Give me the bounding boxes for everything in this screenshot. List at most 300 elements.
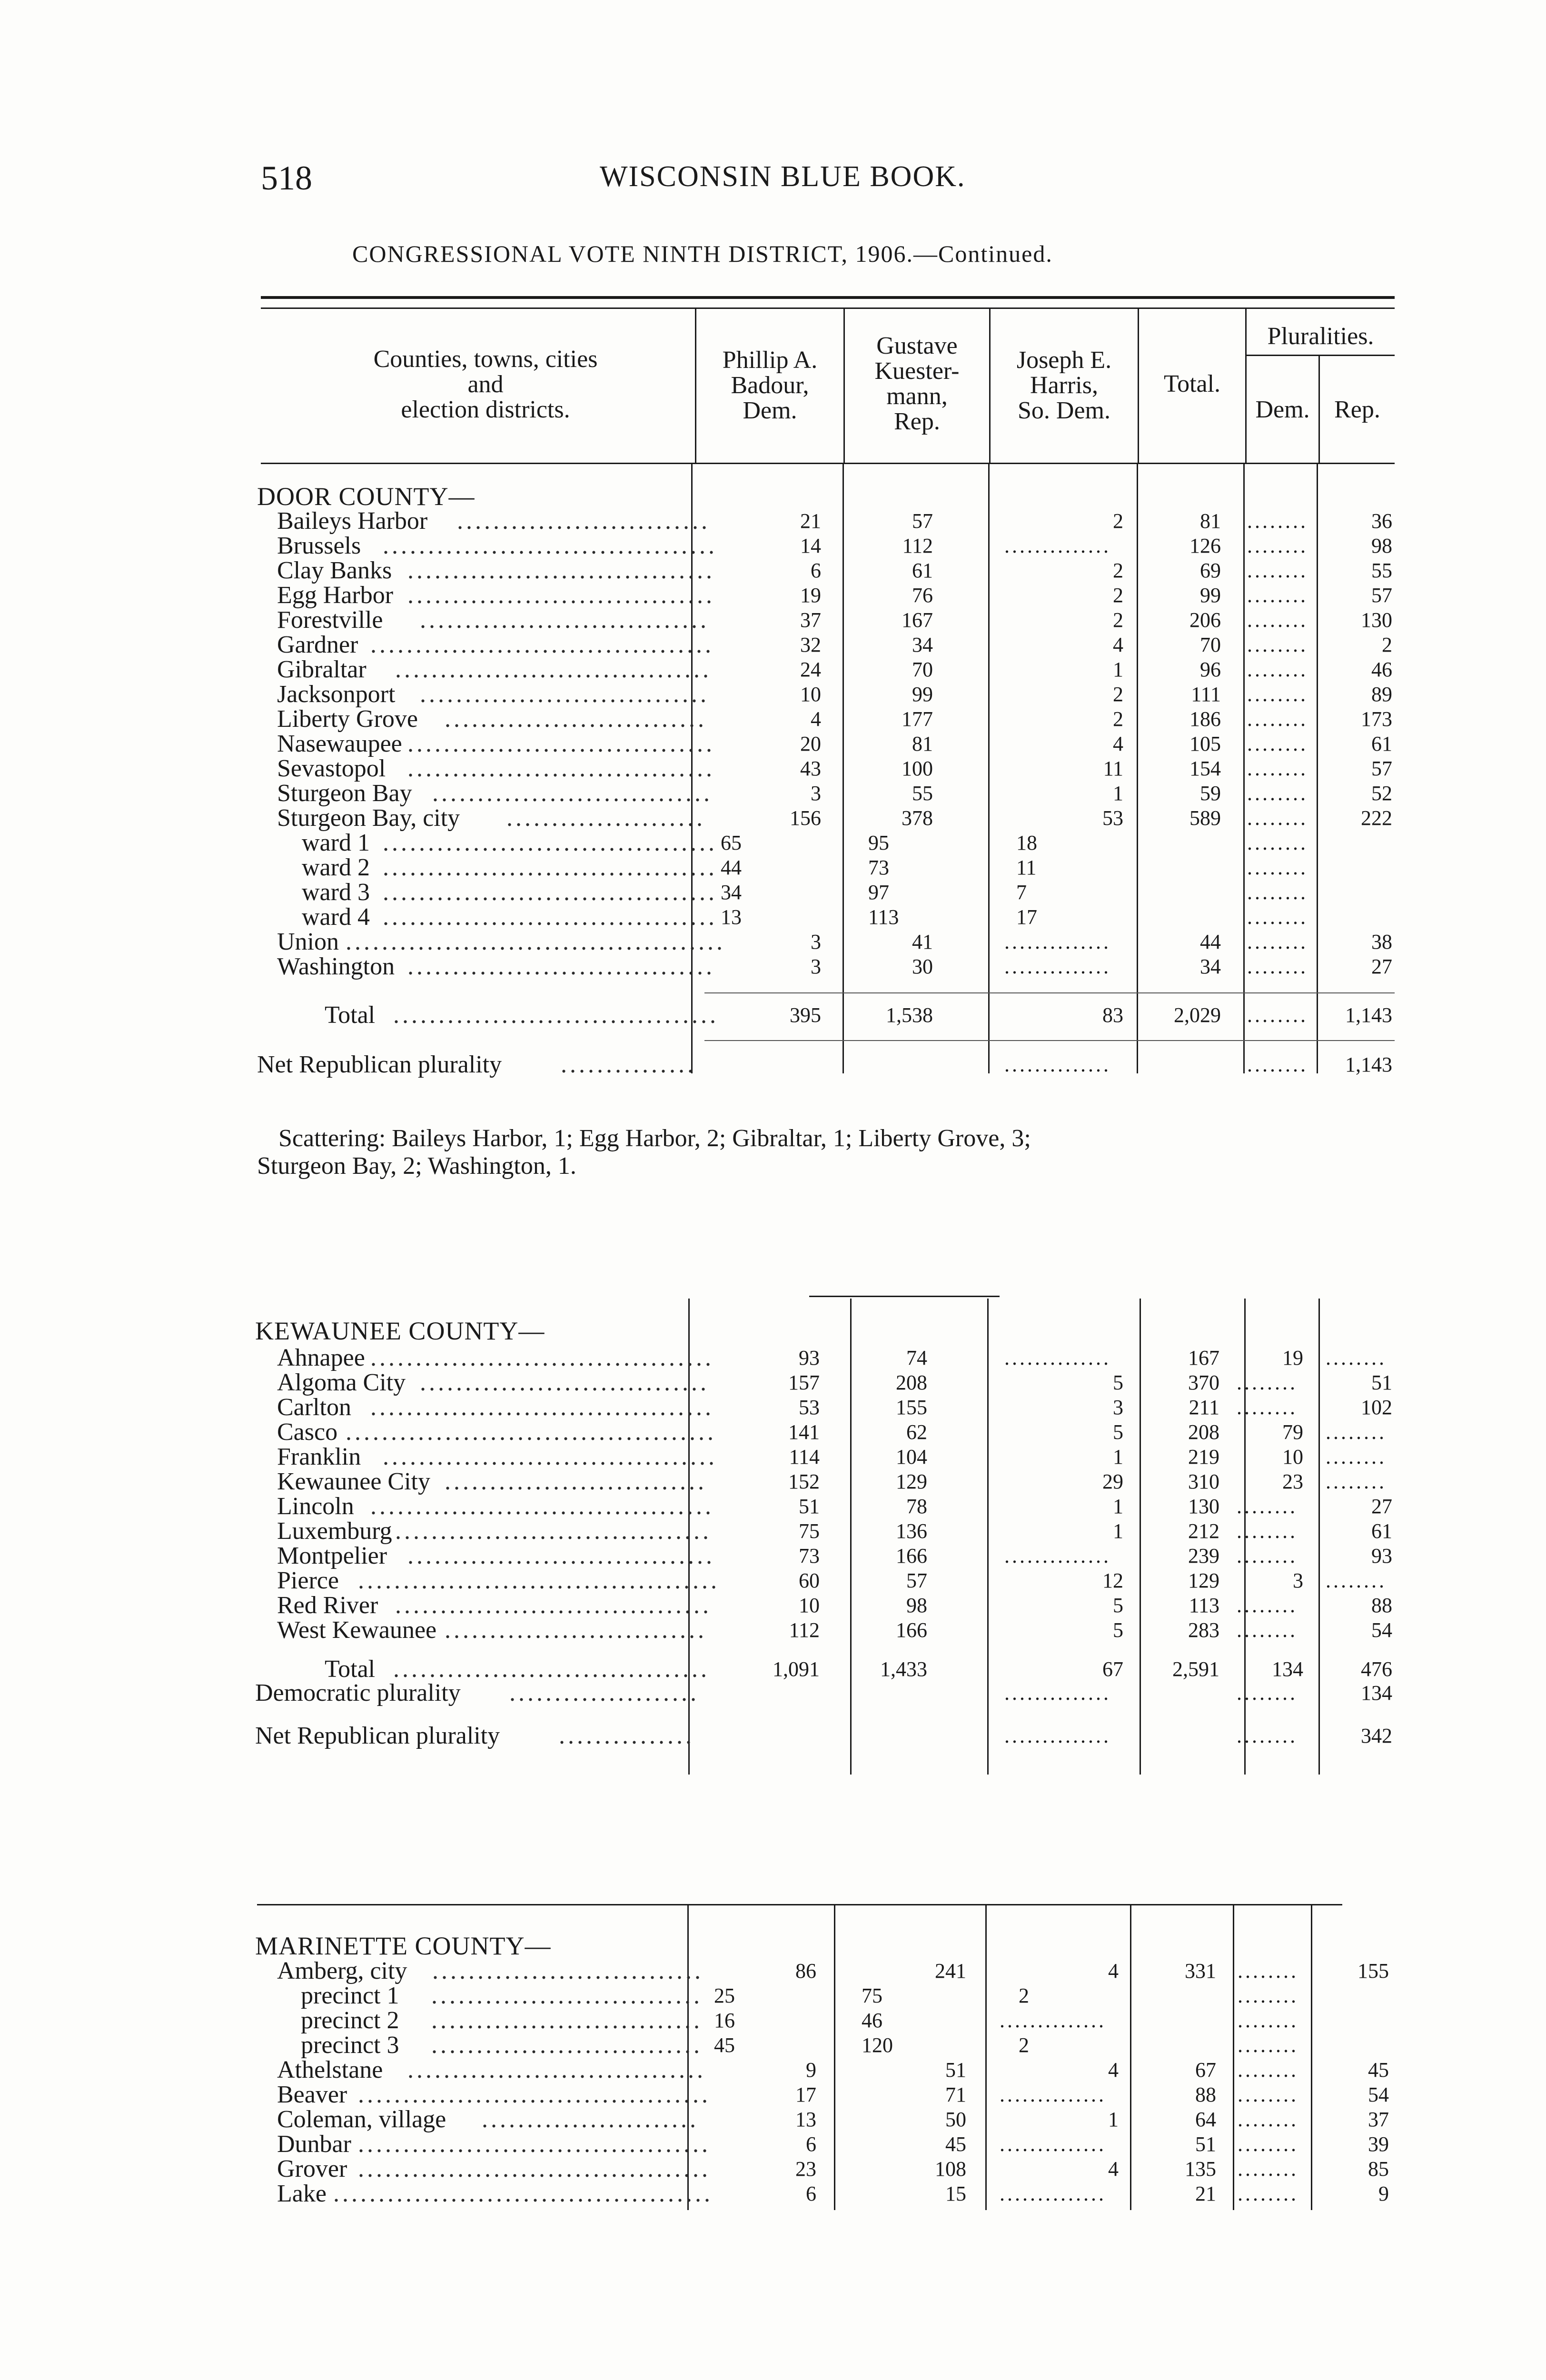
empty-cell-dots: .............. [1004,955,1111,978]
cell-t: 70 [1200,633,1221,656]
leader-dots: .......................................... [346,928,725,955]
cell-d: 51 [799,1495,820,1518]
cell-s: 67 [1102,1657,1123,1681]
cell-s: 2 [1113,608,1123,632]
row-label: Amberg, city [277,1957,407,1984]
leader-dots: ...................................... [370,1344,714,1371]
cell-s: 4 [1108,2058,1119,2082]
cell-t: 211 [1189,1396,1219,1419]
leader-dots: ............................. [445,705,707,733]
cell-s: 18 [1016,831,1037,854]
cell-s: 5 [1113,1618,1123,1642]
cell-s: 2 [1019,2033,1029,2057]
table-row [257,1724,1395,1748]
empty-cell-dots: ........ [1238,2157,1298,2181]
cell-r: 70 [912,658,933,681]
cell-r: 34 [912,633,933,656]
section-rule [257,1904,1342,1905]
cell-t: 208 [1188,1420,1219,1444]
cell-t: 88 [1195,2083,1216,2106]
empty-cell-dots: .............. [1000,2182,1106,2205]
cell-r: 98 [906,1594,927,1617]
row-label: Gibraltar [277,656,367,683]
cell-s: 4 [1113,633,1123,656]
cell-t: 370 [1188,1371,1219,1394]
cell-s: 4 [1113,732,1123,755]
empty-cell-dots: .............. [1000,2083,1106,2106]
cell-d: 34 [721,881,742,904]
cell-t: 283 [1188,1618,1219,1642]
cell-rp: 55 [1371,559,1392,582]
leader-dots: ................................... [395,1517,712,1545]
cell-d: 14 [800,534,821,557]
table-row [257,1594,1395,1617]
cell-r: 177 [902,707,933,731]
cell-r: 81 [912,732,933,755]
table-row [257,2058,1395,2082]
row-label: Liberty Grove [277,705,418,733]
table-row [257,2108,1395,2132]
table-row [257,2157,1395,2181]
cell-s: 83 [1102,1003,1123,1027]
header-place: Counties, towns, cities and election districts. [373,346,598,424]
empty-cell-dots: ........ [1247,707,1308,731]
empty-cell-dots: .............. [1004,930,1111,953]
table-row [257,1959,1395,1983]
empty-cell-dots: ........ [1237,1618,1298,1642]
empty-cell-dots: ........ [1237,1519,1298,1543]
leader-dots: ................................... [395,1592,712,1619]
cell-d: 156 [790,806,821,830]
row-label: Montpelier [277,1542,387,1569]
cell-d: 3 [811,782,821,805]
empty-cell-dots: .............. [1004,534,1111,557]
empty-cell-dots: ........ [1237,1544,1298,1567]
empty-cell-dots: ........ [1247,930,1308,953]
cell-s: 1 [1113,658,1123,681]
leader-dots: ..................... [509,1679,699,1706]
cell-t: 111 [1191,683,1221,706]
row-label: Gardner [277,631,358,658]
cell-r: 45 [945,2132,966,2156]
cell-s: 11 [1103,757,1123,780]
leader-dots: ................................... [395,656,712,683]
cell-t: 130 [1188,1495,1219,1518]
cell-dp: 3 [1293,1569,1303,1592]
scattering-note: Scattering: Baileys Harbor, 1; Egg Harbor, 2; Gibraltar, 1; Liberty Grove, 3; [278,1125,1031,1152]
empty-cell-dots: ........ [1326,1470,1387,1493]
cell-s: 11 [1016,856,1037,879]
cell-rp: 2 [1382,633,1392,656]
table-row [257,608,1395,632]
leader-dots: ...................................... [370,1493,714,1520]
empty-cell-dots: ........ [1247,806,1308,830]
cell-t: 59 [1200,782,1221,805]
cell-t: 239 [1188,1544,1219,1567]
row-label: Forestville [277,606,383,634]
page-number: 518 [261,159,312,197]
empty-cell-dots: ........ [1237,1396,1298,1419]
empty-cell-dots: ........ [1237,1495,1298,1518]
cell-rp: 88 [1371,1594,1392,1617]
empty-cell-dots: ........ [1247,1003,1308,1027]
leader-dots: .................................. [407,755,715,782]
cell-t: 69 [1200,559,1221,582]
cell-r: 57 [912,509,933,533]
cell-s: 2 [1113,584,1123,607]
cell-r: 1,433 [880,1657,927,1681]
cell-t: 331 [1185,1959,1216,1983]
table-row [257,509,1395,533]
empty-cell-dots: ........ [1247,1053,1308,1076]
empty-cell-dots: ........ [1237,1724,1298,1747]
table-row [257,1681,1395,1705]
row-label: Democratic plurality [255,1679,461,1706]
table-row [257,1396,1395,1419]
table-row [257,584,1395,607]
row-label: Algoma City [277,1369,406,1396]
cell-r: 75 [862,1984,882,2007]
leader-dots: ...................................... [370,631,714,658]
cell-rp: 173 [1361,707,1392,731]
cell-r: 97 [868,881,889,904]
cell-r: 55 [912,782,933,805]
cell-t: 129 [1188,1569,1219,1592]
row-label: Brussels [277,532,361,559]
leader-dots: ............... [561,1051,696,1078]
table-row [257,955,1395,979]
header-rep: Rep. [1334,396,1380,423]
cell-r: 378 [902,806,933,830]
row-label: Egg Harbor [277,582,394,609]
cell-d: 86 [795,1959,816,1983]
cell-d: 4 [811,707,821,731]
cell-s: 2 [1019,1984,1029,2007]
cell-t: 81 [1200,509,1221,533]
cell-r: 112 [902,534,933,557]
row-label: Coleman, village [277,2106,446,2133]
cell-d: 32 [800,633,821,656]
cell-t: 2,029 [1174,1003,1221,1027]
cell-s: 12 [1102,1569,1123,1592]
cell-r: 15 [945,2182,966,2205]
row-label: Net Republican plurality [255,1722,500,1749]
cell-s: 3 [1113,1396,1123,1419]
row-label: precinct 1 [301,1982,399,2009]
table-row [257,1371,1395,1395]
cell-d: 65 [721,831,742,854]
table-row [257,831,1395,855]
cell-d: 19 [800,584,821,607]
cell-dp: 10 [1282,1445,1303,1468]
empty-cell-dots: ........ [1247,559,1308,582]
cell-t: 154 [1189,757,1221,780]
cell-s: 1 [1113,782,1123,805]
header-dem: Dem. [1255,396,1310,423]
cell-r: 1,538 [886,1003,933,1027]
cell-r: 41 [912,930,933,953]
cell-r: 166 [896,1544,927,1567]
table-row [257,2083,1395,2107]
table-row [257,1657,1395,1681]
empty-cell-dots: ........ [1238,2009,1298,2032]
row-label: Red River [277,1592,378,1619]
table-row [257,2033,1395,2057]
cell-r: 51 [945,2058,966,2082]
cell-t: 206 [1189,608,1221,632]
table-row [257,782,1395,805]
table-row [257,2182,1395,2206]
cell-rp: 342 [1361,1724,1392,1747]
leader-dots: .............................. [431,2007,703,2034]
cell-rp: 1,143 [1345,1053,1392,1076]
empty-cell-dots: ........ [1326,1445,1387,1468]
table-title: CONGRESSIONAL VOTE NINTH DISTRICT, 1906.—Continued. [352,240,1053,267]
cell-d: 6 [811,559,821,582]
empty-cell-dots: ........ [1247,658,1308,681]
cell-d: 93 [799,1346,820,1369]
header-top-rule [261,296,1395,299]
row-label: precinct 2 [301,2007,399,2034]
cell-rp: 45 [1368,2058,1389,2082]
scattering-note-cont: Sturgeon Bay, 2; Washington, 1. [257,1152,576,1180]
cell-d: 17 [795,2083,816,2106]
running-head: WISCONSIN BLUE BOOK. [600,160,966,193]
cell-d: 3 [811,955,821,978]
row-label: Casco [277,1418,338,1446]
cell-r: 73 [868,856,889,879]
cell-rp: 85 [1368,2157,1389,2181]
row-label: ward 1 [302,829,370,856]
cell-dp: 79 [1282,1420,1303,1444]
empty-cell-dots: .............. [1000,2132,1106,2156]
table-row [257,707,1395,731]
cell-t: 44 [1200,930,1221,953]
row-label: Luxemburg [277,1517,392,1545]
cell-d: 73 [799,1544,820,1567]
leader-dots: ..................................... [383,532,717,559]
cell-rp: 134 [1361,1681,1392,1705]
cell-rp: 102 [1361,1396,1392,1419]
table-row [257,1984,1395,2008]
table-row [257,1003,1395,1027]
leader-dots: ............................. [445,1468,707,1495]
cell-d: 53 [799,1396,820,1419]
cell-rp: 98 [1371,534,1392,557]
table-row [257,2132,1395,2156]
cell-d: 141 [788,1420,820,1444]
table-row [257,1445,1395,1469]
cell-rp: 36 [1371,509,1392,533]
header-total: Total. [1163,370,1221,397]
cell-s: 4 [1108,1959,1119,1983]
cell-d: 152 [788,1470,820,1493]
cell-t: 67 [1195,2058,1216,2082]
total-rule [704,992,1395,993]
cell-t: 99 [1200,584,1221,607]
empty-cell-dots: ........ [1326,1346,1387,1369]
table-row [257,856,1395,880]
table-row [257,633,1395,657]
empty-cell-dots: ........ [1238,2108,1298,2131]
leader-dots: .................................. [407,730,715,757]
cell-t: 21 [1195,2182,1216,2205]
row-label: Franklin [277,1443,361,1470]
cell-r: 99 [912,683,933,706]
cell-r: 129 [896,1470,927,1493]
cell-rp: 27 [1371,1495,1392,1518]
empty-cell-dots: ........ [1247,683,1308,706]
table-row [257,905,1395,929]
cell-rp: 39 [1368,2132,1389,2156]
row-label: Nasewaupee [277,730,402,757]
row-label: Total [325,1656,376,1683]
empty-cell-dots: ........ [1237,1594,1298,1617]
empty-cell-dots: ........ [1247,757,1308,780]
empty-cell-dots: ........ [1238,2182,1298,2205]
table-row [257,1470,1395,1494]
cell-t: 126 [1189,534,1221,557]
cell-d: 6 [806,2132,816,2156]
net-rule [704,1040,1395,1041]
row-label: Beaver [277,2081,347,2108]
empty-cell-dots: ........ [1238,1959,1298,1983]
cell-d: 45 [714,2033,735,2057]
cell-t: 219 [1188,1445,1219,1468]
row-label: Athelstane [277,2056,383,2083]
cell-r: 46 [862,2009,882,2032]
leader-dots: ............... [559,1722,694,1749]
cell-s: 2 [1113,559,1123,582]
cell-r: 208 [896,1371,927,1394]
cell-s: 2 [1113,683,1123,706]
cell-s: 2 [1113,509,1123,533]
leader-dots: .................................. [407,582,715,609]
cell-r: 108 [935,2157,966,2181]
cell-rp: 57 [1371,584,1392,607]
table-row [257,1053,1395,1077]
header-badour: Phillip A. Badour, Dem. [722,347,818,425]
cell-rp: 476 [1361,1657,1392,1681]
cell-r: 104 [896,1445,927,1468]
cell-s: 29 [1102,1470,1123,1493]
cell-rp: 51 [1371,1371,1392,1394]
cell-rp: 93 [1371,1544,1392,1567]
cell-d: 16 [714,2009,735,2032]
empty-cell-dots: ........ [1247,509,1308,533]
table-row [257,1569,1395,1593]
table-row [257,658,1395,682]
cell-s: 4 [1108,2157,1119,2181]
cell-d: 13 [795,2108,816,2131]
leader-dots: ................................... [393,1656,710,1683]
cell-r: 57 [906,1569,927,1592]
leader-dots: .................................... [393,1002,719,1029]
cell-dp: 23 [1282,1470,1303,1493]
cell-r: 78 [906,1495,927,1518]
leader-dots: ..................................... [383,854,717,881]
header-kuestermann: Gustave Kuester- mann, Rep. [874,332,960,436]
cell-d: 157 [788,1371,820,1394]
leader-dots: ..................................... [383,829,717,856]
empty-cell-dots: ........ [1237,1371,1298,1394]
leader-dots: ................................. [407,2056,706,2083]
leader-dots: ........................................ [358,1567,720,1594]
row-label: Jacksonport [277,681,396,708]
cell-s: 5 [1113,1420,1123,1444]
cell-t: 113 [1189,1594,1219,1617]
row-label: Kewaunee City [277,1468,431,1495]
empty-cell-dots: ........ [1238,2033,1298,2057]
leader-dots: ....................................... [358,2155,711,2182]
cell-t: 135 [1185,2157,1216,2181]
header-bottom-rule [261,463,1395,464]
empty-cell-dots: ........ [1247,608,1308,632]
empty-cell-dots: ........ [1238,2083,1298,2106]
cell-t: 212 [1188,1519,1219,1543]
table-row [257,1495,1395,1518]
table-row [257,559,1395,583]
row-label: Sturgeon Bay, city [277,804,460,832]
cell-t: 34 [1200,955,1221,978]
row-label: Dunbar [277,2131,351,2158]
cell-d: 6 [806,2182,816,2205]
cell-t: 2,591 [1172,1657,1219,1681]
leader-dots: .......................................... [333,2180,713,2207]
row-label: Pierce [277,1567,339,1594]
cell-r: 62 [906,1420,927,1444]
empty-cell-dots: ........ [1247,905,1308,929]
leader-dots: .............................. [432,1957,704,1984]
cell-rp: 130 [1361,608,1392,632]
cell-r: 167 [902,608,933,632]
cell-s: 53 [1102,806,1123,830]
leader-dots: ........................ [482,2106,699,2133]
cell-s: 17 [1016,905,1037,929]
cell-rp: 46 [1371,658,1392,681]
cell-rp: 61 [1371,1519,1392,1543]
cell-t: 64 [1195,2108,1216,2131]
cell-r: 120 [862,2033,893,2057]
cell-d: 114 [789,1445,820,1468]
leader-dots: ...................... [506,804,705,832]
cell-rp: 155 [1358,1959,1389,1983]
table-row [257,2009,1395,2033]
cell-d: 25 [714,1984,735,2007]
row-label: Sturgeon Bay [277,780,412,807]
cell-t: 105 [1189,732,1221,755]
row-label: Carlton [277,1394,351,1421]
cell-dp: 134 [1272,1657,1303,1681]
table-row [257,930,1395,954]
cell-d: 10 [799,1594,820,1617]
table-row [257,534,1395,558]
county-heading-marinette: MARINETTE COUNTY— [255,1932,551,1960]
row-label: Clay Banks [277,557,392,584]
cell-rp: 9 [1378,2182,1389,2205]
empty-cell-dots: .............. [1004,1544,1111,1567]
cell-s: 1 [1113,1495,1123,1518]
cell-t: 310 [1188,1470,1219,1493]
empty-cell-dots: ........ [1238,2058,1298,2082]
row-label: West Kewaunee [277,1616,437,1644]
cell-d: 75 [799,1519,820,1543]
table-row [257,1544,1395,1568]
cell-r: 76 [912,584,933,607]
cell-t: 167 [1188,1346,1219,1369]
leader-dots: .............................. [431,2032,703,2059]
empty-cell-dots: .............. [1000,2009,1106,2032]
